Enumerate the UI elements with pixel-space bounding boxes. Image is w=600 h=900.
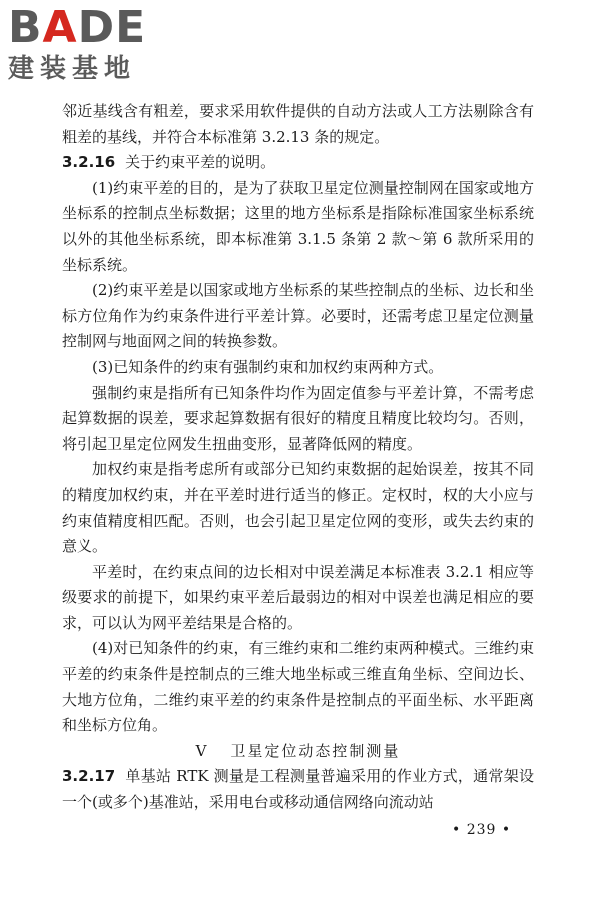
document-body bbox=[62, 99, 534, 816]
paragraph-weighted-constraint: 加权约束是指考虑所有或部分已知约束数据的起始误差，按其不同的精度加权约束，并在平差时进行适当的修正。定权时，权的大小应与约束值精度相匹配。否则，也会引起卫星定位网的变形，或失去约束的意义。 bbox=[62, 460, 534, 556]
section-v-title bbox=[62, 739, 534, 765]
paragraph-item-2: (2)约束平差是以国家或地方坐标系的某些控制点的坐标、边长和坐标方位角作为约束条件进行平差计算。必要时，还需考虑卫星定位测量控制网与地面网之间的转换参数。 bbox=[62, 281, 534, 351]
clause-3-2-16 bbox=[62, 150, 534, 176]
clause-title: 关于约束平差的说明。 bbox=[125, 153, 276, 172]
clause-number: 3.2.17 bbox=[62, 767, 116, 786]
paragraph-continuation: 邻近基线含有粗差，要求采用软件提供的自动方法或人工方法剔除含有粗差的基线，并符合本标准第 3.2.13 条的规定。 bbox=[62, 102, 534, 146]
bade-logo bbox=[8, 4, 178, 86]
section-numeral: V bbox=[195, 741, 209, 760]
section-heading: 卫星定位动态控制测量 bbox=[230, 741, 401, 760]
paragraph-item-1: (1)约束平差的目的，是为了获取卫星定位测量控制网在国家或地方坐标系的控制点坐标数据；这里的地方坐标系是指除标准国家坐标系统以外的其他坐标系统，即本标准第 3.1.5 条第 2 款～第 6 款所采用的坐标系统。 bbox=[62, 178, 534, 274]
logo-brand-accent: A bbox=[42, 2, 78, 53]
logo-subtitle: 建装基地 bbox=[8, 54, 137, 84]
page-number: • 239 • bbox=[452, 822, 512, 838]
clause-3-2-17 bbox=[62, 764, 534, 815]
paragraph-forced-constraint: 强制约束是指所有已知条件均作为固定值参与平差计算，不需考虑起算数据的误差，要求起算数据有很好的精度且精度比较均匀。否则，将引起卫星定位网发生扭曲变形，显著降低网的精度。 bbox=[62, 383, 534, 453]
paragraph-adjustment: 平差时，在约束点间的边长相对中误差满足本标准表 3.2.1 相应等级要求的前提下，如果约束平差后最弱边的相对中误差也满足相应的要求，可以认为网平差结果是合格的。 bbox=[62, 562, 534, 632]
paragraph-item-4: (4)对已知条件的约束，有三维约束和二维约束两种模式。三维约束平差的约束条件是控制点的三维大地坐标或三维直角坐标、空间边长、大地方位角，二维约束平差的约束条件是控制点的平面坐标、水平距离和坐标方位角。 bbox=[62, 639, 534, 735]
logo-brand-suffix: DE bbox=[77, 2, 147, 53]
logo-brand bbox=[8, 4, 146, 52]
logo-brand-prefix: B bbox=[8, 2, 43, 53]
paragraph-item-3: (3)已知条件的约束有强制约束和加权约束两种方式。 bbox=[92, 357, 444, 376]
clause-text: 单基站 RTK 测量是工程测量普遍采用的作业方式，通常架设一个(或多个)基准站，采用电台或移动通信网络向流动站 bbox=[62, 767, 534, 812]
clause-number: 3.2.16 bbox=[62, 153, 116, 172]
